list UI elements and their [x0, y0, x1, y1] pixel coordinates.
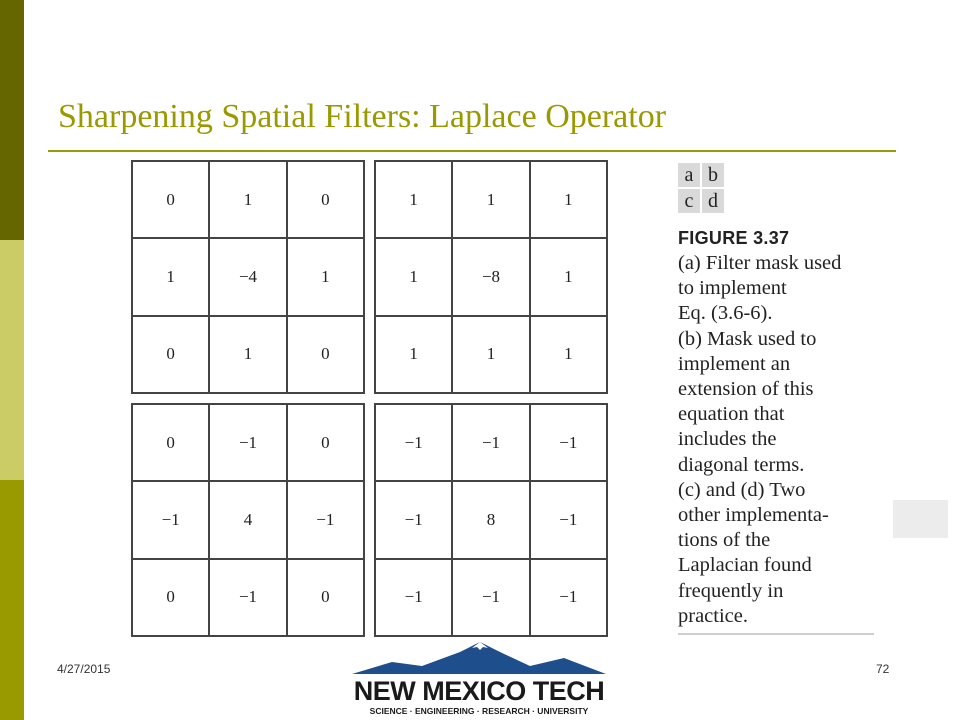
mask-b-cell: 1	[375, 238, 452, 315]
mask-c-cell: 0	[132, 559, 209, 636]
mask-b-cell: 1	[452, 316, 529, 393]
footer-date: 4/27/2015	[57, 662, 111, 676]
caption-line: equation that	[678, 403, 785, 426]
panel-label-b: b	[702, 163, 724, 187]
panel-labels	[678, 163, 724, 213]
footer-page-number: 72	[876, 662, 890, 676]
caption-divider	[678, 633, 874, 635]
mask-d-cell: −1	[452, 404, 529, 481]
university-logo	[352, 640, 606, 718]
caption-line: tions of the	[678, 529, 771, 552]
mask-b-cell: 1	[452, 161, 529, 238]
mask-c-cell: −1	[132, 481, 209, 558]
caption-line: (c) and (d) Two	[678, 478, 806, 501]
caption-line: implement an	[678, 352, 791, 375]
mask-d-cell: 8	[452, 481, 529, 558]
caption-line: to implement	[678, 277, 787, 300]
panel-label-c: c	[678, 189, 700, 213]
caption-line: frequently in	[678, 579, 784, 602]
mask-a	[131, 160, 365, 394]
caption-line: practice.	[678, 604, 748, 627]
side-bar-light	[0, 240, 24, 480]
mask-b-cell: 1	[530, 316, 607, 393]
mask-b	[374, 160, 608, 394]
caption-line: includes the	[678, 428, 777, 451]
logo-tagline: SCIENCE · ENGINEERING · RESEARCH · UNIVERSITY	[369, 706, 589, 716]
mask-a-cell: 0	[287, 316, 364, 393]
mask-d-cell: −1	[530, 481, 607, 558]
mask-c-cell: 0	[132, 404, 209, 481]
mask-d-cell: −1	[375, 559, 452, 636]
mask-d-cell: −1	[530, 559, 607, 636]
mask-c-cell: 0	[287, 559, 364, 636]
mask-d-cell: −1	[375, 404, 452, 481]
mask-a-cell: 1	[132, 238, 209, 315]
panel-label-a: a	[678, 163, 700, 187]
mask-d	[374, 403, 608, 637]
mask-b-cell: 1	[530, 161, 607, 238]
caption-line: Eq. (3.6-6).	[678, 302, 773, 325]
logo-name: NEW MEXICO TECH	[353, 676, 605, 706]
mask-c	[131, 403, 365, 637]
caption-line: extension of this	[678, 378, 814, 401]
mask-d-cell: −1	[375, 481, 452, 558]
mask-d-cell: −1	[452, 559, 529, 636]
panel-label-d: d	[702, 189, 724, 213]
caption-line: (b) Mask used to	[678, 327, 817, 350]
mask-c-cell: −1	[209, 404, 286, 481]
mountain-icon	[352, 640, 606, 680]
mask-a-cell: 0	[287, 161, 364, 238]
caption-line: Laplacian found	[678, 554, 812, 577]
mask-a-cell: 1	[209, 161, 286, 238]
gray-placeholder-box	[893, 500, 948, 538]
mask-a-cell: 0	[132, 316, 209, 393]
mask-b-cell: 1	[530, 238, 607, 315]
mask-a-cell: 1	[287, 238, 364, 315]
mask-c-cell: −1	[287, 481, 364, 558]
caption-line: other implementa-	[678, 504, 829, 527]
figure-heading: FIGURE 3.37	[678, 228, 790, 248]
caption-line: diagonal terms.	[678, 453, 805, 476]
mask-d-cell: −1	[530, 404, 607, 481]
mask-a-cell: −4	[209, 238, 286, 315]
mask-b-cell: 1	[375, 161, 452, 238]
mask-a-cell: 1	[209, 316, 286, 393]
mask-b-cell: 1	[375, 316, 452, 393]
title-underline	[48, 150, 896, 152]
mask-c-cell: −1	[209, 559, 286, 636]
mask-c-cell: 4	[209, 481, 286, 558]
caption-line: (a) Filter mask used	[678, 252, 842, 274]
side-bar-olive	[0, 480, 24, 720]
mask-a-cell: 0	[132, 161, 209, 238]
slide-title: Sharpening Spatial Filters: Laplace Operator	[58, 98, 667, 135]
side-bar-dark	[0, 0, 24, 240]
mask-c-cell: 0	[287, 404, 364, 481]
mask-b-cell: −8	[452, 238, 529, 315]
figure-caption	[678, 251, 841, 629]
